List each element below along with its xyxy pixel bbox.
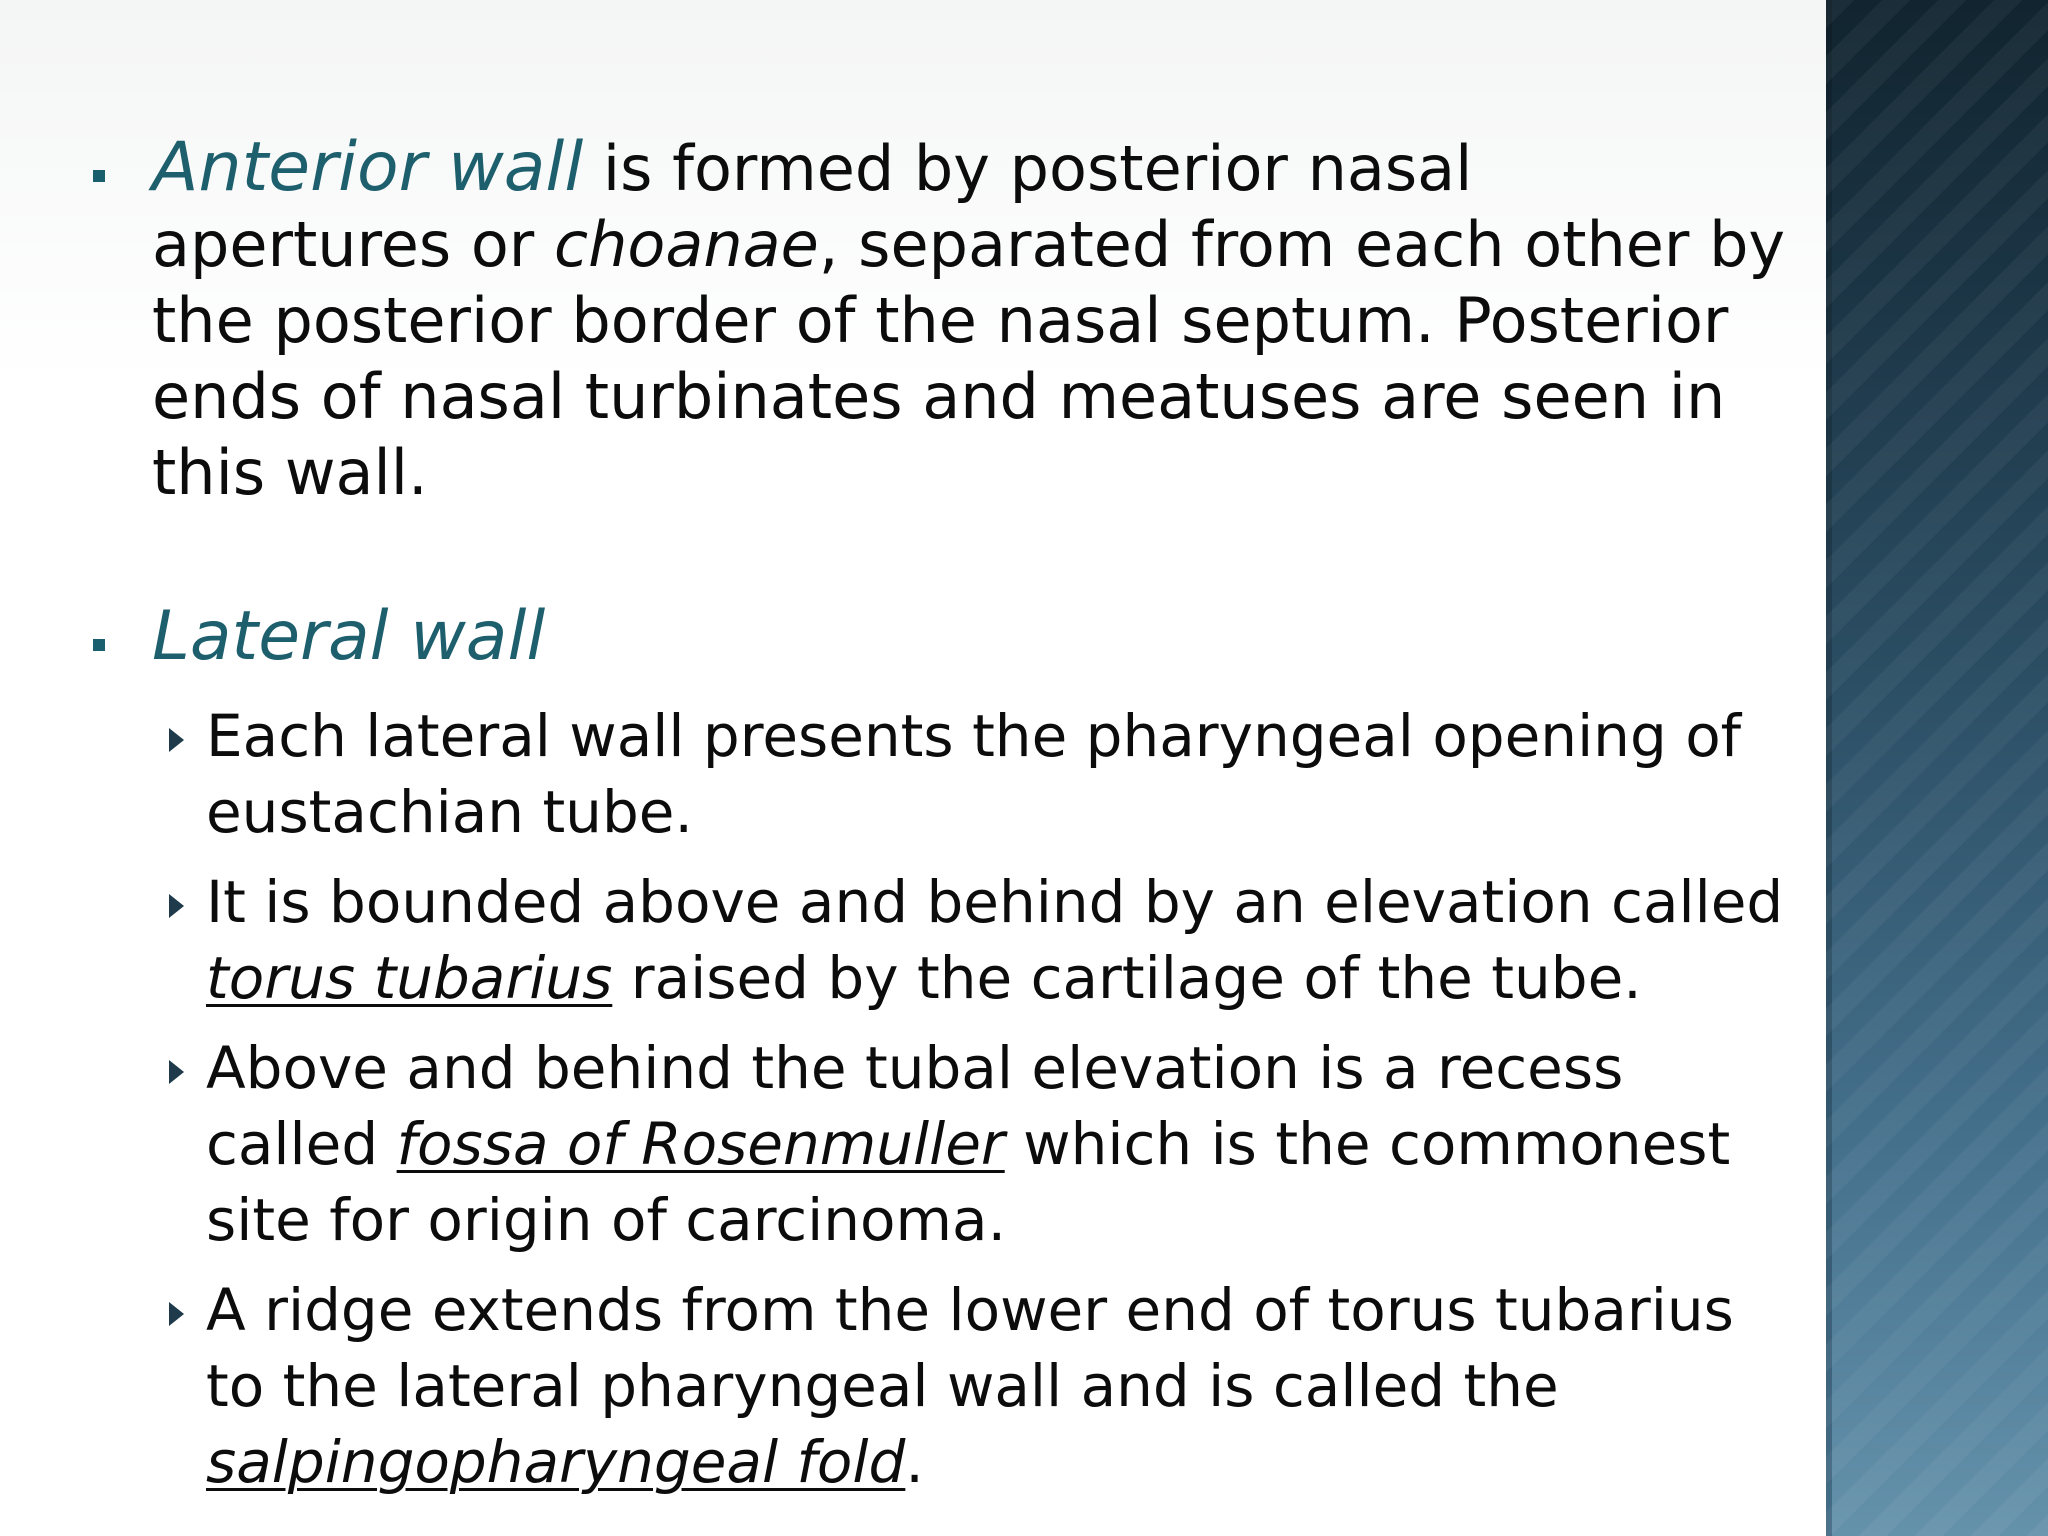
fossa-of-rosenmuller-term: fossa of Rosenmuller	[396, 1110, 1005, 1178]
anterior-wall-rest: , separated from each other by the posterior border of the nasal septum. Posterior ends of nasal turbinates and meatuses are seen in this wall.	[152, 208, 1786, 509]
bullet-lateral-wall	[90, 599, 1790, 676]
slide-body	[90, 130, 1790, 1514]
subpoint-text-after: which is the commonest site for origin of carcinoma.	[206, 1110, 1731, 1254]
square-bullet-icon	[93, 639, 105, 651]
subpoint-text-before: Above and behind the tubal elevation is a recess called	[206, 1034, 1624, 1178]
subpoint-eustachian-opening	[152, 698, 1790, 850]
anterior-wall-text: is formed by posterior nasal apertures or	[152, 132, 1473, 281]
lateral-wall-subpoints	[152, 698, 1790, 1500]
subpoint-torus-tubarius	[152, 864, 1790, 1016]
lateral-wall-term: Lateral wall	[152, 597, 546, 676]
decorative-side-panel	[1826, 0, 2048, 1536]
choanae-term: choanae	[554, 208, 819, 281]
torus-tubarius-term: torus tubarius	[206, 944, 613, 1012]
subpoint-text-after: .	[905, 1428, 924, 1496]
subpoint-text-before: It is bounded above and behind by an elevation called	[206, 868, 1784, 936]
side-panel-texture	[1826, 0, 2048, 1536]
triangle-bullet-icon	[169, 894, 184, 918]
subpoint-text-after: raised by the cartilage of the tube.	[612, 944, 1642, 1012]
square-bullet-icon	[93, 170, 105, 182]
triangle-bullet-icon	[169, 728, 184, 752]
triangle-bullet-icon	[169, 1302, 184, 1326]
triangle-bullet-icon	[169, 1060, 184, 1084]
anterior-wall-term: Anterior wall	[152, 128, 584, 207]
subpoint-salpingopharyngeal-fold	[152, 1272, 1790, 1500]
subpoint-fossa-of-rosenmuller	[152, 1030, 1790, 1258]
subpoint-text-before: A ridge extends from the lower end of torus tubarius to the lateral pharyngeal wall and is called the	[206, 1276, 1734, 1420]
subpoint-text: Each lateral wall presents the pharyngeal opening of eustachian tube.	[206, 702, 1742, 846]
salpingopharyngeal-fold-term: salpingopharyngeal fold	[206, 1428, 906, 1496]
bullet-anterior-wall	[90, 130, 1790, 511]
